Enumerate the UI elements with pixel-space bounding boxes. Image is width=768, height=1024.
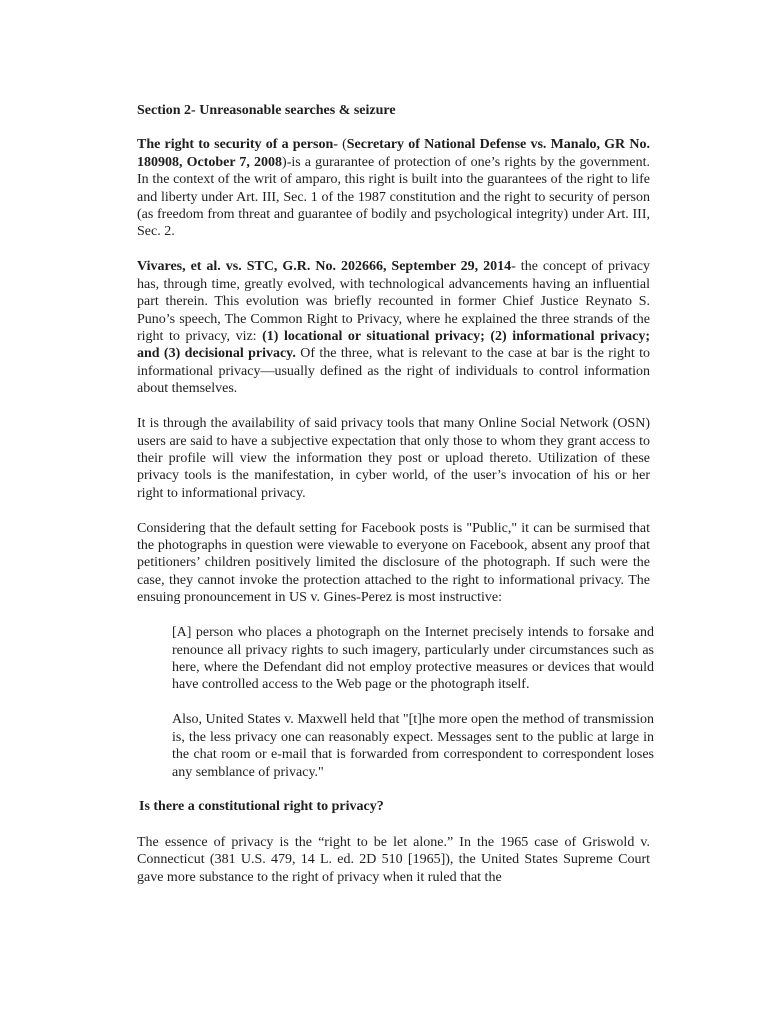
paragraph-privacy-tools: It is through the availability of said privacy tools that many Online Social Network (OSN) users are said to have a subjective expectation that only those to whom they grant access to their profile will view the information they post or upload thereto. Utilization of these privacy tools is the manifestation, in cyber world, of the user’s invocation of his or her right to informational privacy. — [137, 416, 650, 501]
section-title: Section 2- Unreasonable searches & seizure — [137, 103, 396, 118]
lead-phrase: The right to security of a person- — [137, 137, 338, 153]
paragraph-security-of-person — [137, 136, 650, 240]
privacy-strands: (1) locational or situational privacy; (2) informational privacy; and (3) decisional privacy. — [137, 328, 650, 362]
paragraph-text: Of the three, what is relevant to the case at bar is the right to informational privacy—usually defined as the right of individuals to control information about themselves. — [137, 346, 650, 397]
block-quote-maxwell: Also, United States v. Maxwell held that "[t]he more open the method of transmission is, the less privacy one can reasonably expect. Messages sent to the public at large in the chat room or e-mail that is forwarded from correspondent to correspondent loses any semblance of privacy." — [172, 712, 654, 780]
case-citation-vivares: Vivares, et al. vs. STC, G.R. No. 202666, September 29, 2014 — [137, 259, 512, 275]
document-body — [137, 102, 654, 904]
paragraph-vivares — [137, 258, 650, 397]
paragraph-text: - the concept of privacy has, through time, greatly evolved, with technological advancements having an influential part therein. This evolution was briefly recounted in former Chief Justice Reynato S. Puno’s speech, The Common Right to Privacy, where he explained the three strands of the right to privacy, viz: — [137, 259, 650, 344]
paragraph-facebook-public: Considering that the default setting for Facebook posts is "Public," it can be surmised that the photographs in question were viewable to everyone on Facebook, absent any proof that petitioners’ children positively limited the disclosure of the photograph. If such were the case, they cannot invoke the protection attached to the right to informational privacy. The ensuing pronouncement in US v. Gines-Perez is most instructive: — [137, 520, 650, 606]
block-quote-gines-perez: [A] person who places a photograph on the Internet precisely intends to forsake and renounce all privacy rights to such imagery, particularly under circumstances such as here, where the Defendant did not employ protective measures or devices that would have controlled access to the Web page or the photograph itself. — [172, 625, 654, 693]
question-heading: Is there a constitutional right to privacy? — [139, 799, 384, 815]
paragraph-griswold: The essence of privacy is the “right to be let alone.” In the 1965 case of Griswold v. Connecticut (381 U.S. 479, 14 L. ed. 2D 510 [1965]), the United States Supreme Court gave more substance to the right of privacy when it ruled that the — [137, 834, 650, 885]
open-paren: ( — [337, 137, 347, 153]
paragraph-text: )-is a gurarantee of protection of one’s rights by the government. In the context of the writ of amparo, this right is built into the guarantees of the right to life and liberty under Art. III, Sec. 1 of the 1987 constitution and the right to security of person (as freedom from threat and guarantee of bodily and psychological integrity) under Art. III, Sec. 2. — [137, 154, 650, 240]
case-citation-manalo: Secretary of National Defense vs. Manalo, GR No. 180908, October 7, 2008 — [137, 137, 650, 170]
